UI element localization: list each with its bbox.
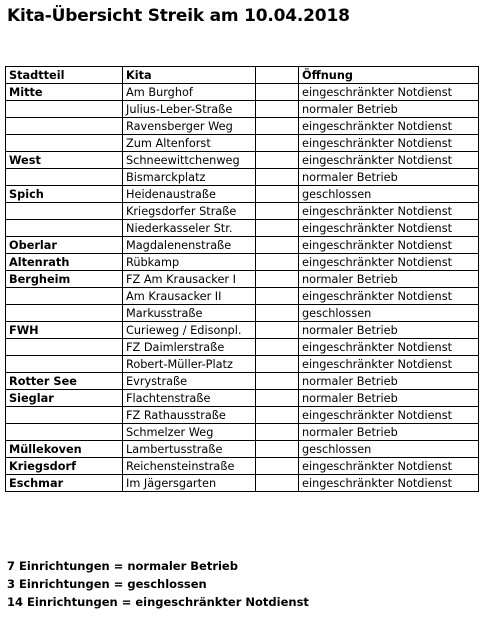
cell-stadtteil: Bergheim xyxy=(6,271,123,288)
cell-oeffnung: normaler Betrieb xyxy=(299,101,479,118)
cell-kita: Julius-Leber-Straße xyxy=(123,101,256,118)
cell-stadtteil xyxy=(6,169,123,186)
cell-oeffnung: normaler Betrieb xyxy=(299,390,479,407)
cell-oeffnung: eingeschränkter Notdienst xyxy=(299,407,479,424)
cell-empty xyxy=(256,356,299,373)
summary-line-notdienst: 14 Einrichtungen = eingeschränkter Notdienst xyxy=(7,595,309,609)
header-empty xyxy=(256,67,299,84)
table-row xyxy=(6,271,479,288)
cell-empty xyxy=(256,169,299,186)
table-row xyxy=(6,220,479,237)
cell-stadtteil xyxy=(6,424,123,441)
cell-kita: Robert-Müller-Platz xyxy=(123,356,256,373)
cell-stadtteil: Eschmar xyxy=(6,475,123,492)
cell-stadtteil xyxy=(6,135,123,152)
header-stadtteil: Stadtteil xyxy=(6,67,123,84)
cell-kita: Schmelzer Weg xyxy=(123,424,256,441)
table-row xyxy=(6,305,479,322)
cell-empty xyxy=(256,152,299,169)
table-row xyxy=(6,458,479,475)
cell-kita: Curieweg / Edisonpl. xyxy=(123,322,256,339)
cell-kita: Kriegsdorfer Straße xyxy=(123,203,256,220)
table-row xyxy=(6,424,479,441)
cell-stadtteil xyxy=(6,203,123,220)
cell-empty xyxy=(256,118,299,135)
cell-stadtteil: Mitte xyxy=(6,84,123,101)
cell-oeffnung: normaler Betrieb xyxy=(299,271,479,288)
cell-empty xyxy=(256,322,299,339)
cell-stadtteil: Rotter See xyxy=(6,373,123,390)
cell-oeffnung: eingeschränkter Notdienst xyxy=(299,84,479,101)
table-row xyxy=(6,237,479,254)
cell-stadtteil: Müllekoven xyxy=(6,441,123,458)
cell-stadtteil xyxy=(6,356,123,373)
table-row xyxy=(6,203,479,220)
table-row xyxy=(6,339,479,356)
cell-kita: Flachtenstraße xyxy=(123,390,256,407)
cell-kita: FZ Daimlerstraße xyxy=(123,339,256,356)
cell-oeffnung: eingeschränkter Notdienst xyxy=(299,475,479,492)
summary-line-normal: 7 Einrichtungen = normaler Betrieb xyxy=(7,559,238,573)
cell-stadtteil: FWH xyxy=(6,322,123,339)
cell-oeffnung: geschlossen xyxy=(299,186,479,203)
table-row xyxy=(6,84,479,101)
cell-kita: FZ Rathausstraße xyxy=(123,407,256,424)
cell-stadtteil: Spich xyxy=(6,186,123,203)
cell-stadtteil: West xyxy=(6,152,123,169)
cell-empty xyxy=(256,475,299,492)
cell-oeffnung: eingeschränkter Notdienst xyxy=(299,220,479,237)
cell-stadtteil: Altenrath xyxy=(6,254,123,271)
summary-block xyxy=(7,557,309,611)
cell-oeffnung: normaler Betrieb xyxy=(299,373,479,390)
cell-empty xyxy=(256,339,299,356)
cell-empty xyxy=(256,135,299,152)
cell-oeffnung: eingeschränkter Notdienst xyxy=(299,254,479,271)
cell-kita: Am Krausacker II xyxy=(123,288,256,305)
cell-kita: Am Burghof xyxy=(123,84,256,101)
table-row xyxy=(6,186,479,203)
cell-empty xyxy=(256,203,299,220)
cell-oeffnung: eingeschränkter Notdienst xyxy=(299,288,479,305)
table-row xyxy=(6,169,479,186)
table-row xyxy=(6,254,479,271)
cell-kita: Ravensberger Weg xyxy=(123,118,256,135)
cell-kita: Lambertusstraße xyxy=(123,441,256,458)
cell-kita: Evrystraße xyxy=(123,373,256,390)
cell-empty xyxy=(256,288,299,305)
cell-stadtteil: Oberlar xyxy=(6,237,123,254)
cell-kita: Niederkasseler Str. xyxy=(123,220,256,237)
cell-empty xyxy=(256,458,299,475)
cell-kita: FZ Am Krausacker I xyxy=(123,271,256,288)
cell-empty xyxy=(256,407,299,424)
cell-kita: Im Jägersgarten xyxy=(123,475,256,492)
cell-kita: Markusstraße xyxy=(123,305,256,322)
cell-empty xyxy=(256,84,299,101)
cell-oeffnung: eingeschränkter Notdienst xyxy=(299,203,479,220)
kita-table-body xyxy=(6,67,479,492)
cell-empty xyxy=(256,254,299,271)
cell-kita: Zum Altenforst xyxy=(123,135,256,152)
cell-stadtteil xyxy=(6,101,123,118)
table-row xyxy=(6,152,479,169)
cell-stadtteil xyxy=(6,118,123,135)
table-row xyxy=(6,356,479,373)
cell-oeffnung: eingeschränkter Notdienst xyxy=(299,339,479,356)
cell-oeffnung: normaler Betrieb xyxy=(299,424,479,441)
cell-empty xyxy=(256,101,299,118)
cell-empty xyxy=(256,186,299,203)
cell-oeffnung: eingeschränkter Notdienst xyxy=(299,356,479,373)
cell-kita: Heidenaustraße xyxy=(123,186,256,203)
table-row xyxy=(6,407,479,424)
cell-stadtteil xyxy=(6,305,123,322)
cell-empty xyxy=(256,271,299,288)
cell-kita: Reichensteinstraße xyxy=(123,458,256,475)
table-row xyxy=(6,475,479,492)
cell-oeffnung: eingeschränkter Notdienst xyxy=(299,118,479,135)
cell-empty xyxy=(256,220,299,237)
cell-empty xyxy=(256,305,299,322)
table-row xyxy=(6,390,479,407)
cell-stadtteil xyxy=(6,339,123,356)
table-header-row xyxy=(6,67,479,84)
cell-empty xyxy=(256,373,299,390)
header-oeffnung: Öffnung xyxy=(299,67,479,84)
cell-stadtteil xyxy=(6,288,123,305)
cell-stadtteil xyxy=(6,220,123,237)
table-row xyxy=(6,373,479,390)
header-kita: Kita xyxy=(123,67,256,84)
cell-stadtteil: Sieglar xyxy=(6,390,123,407)
summary-line-closed: 3 Einrichtungen = geschlossen xyxy=(7,577,207,591)
cell-kita: Bismarckplatz xyxy=(123,169,256,186)
cell-oeffnung: eingeschränkter Notdienst xyxy=(299,152,479,169)
cell-oeffnung: eingeschränkter Notdienst xyxy=(299,458,479,475)
cell-stadtteil xyxy=(6,407,123,424)
cell-kita: Rübkamp xyxy=(123,254,256,271)
table-row xyxy=(6,101,479,118)
cell-oeffnung: eingeschränkter Notdienst xyxy=(299,135,479,152)
page-title: Kita-Übersicht Streik am 10.04.2018 xyxy=(7,6,350,26)
table-row xyxy=(6,118,479,135)
cell-oeffnung: normaler Betrieb xyxy=(299,169,479,186)
cell-oeffnung: geschlossen xyxy=(299,441,479,458)
cell-stadtteil: Kriegsdorf xyxy=(6,458,123,475)
cell-oeffnung: eingeschränkter Notdienst xyxy=(299,237,479,254)
cell-empty xyxy=(256,390,299,407)
cell-oeffnung: normaler Betrieb xyxy=(299,322,479,339)
cell-empty xyxy=(256,441,299,458)
kita-table xyxy=(5,66,479,492)
table-row xyxy=(6,441,479,458)
cell-oeffnung: geschlossen xyxy=(299,305,479,322)
table-row xyxy=(6,322,479,339)
table-row xyxy=(6,135,479,152)
cell-kita: Magdalenenstraße xyxy=(123,237,256,254)
cell-kita: Schneewittchenweg xyxy=(123,152,256,169)
table-row xyxy=(6,288,479,305)
cell-empty xyxy=(256,424,299,441)
cell-empty xyxy=(256,237,299,254)
